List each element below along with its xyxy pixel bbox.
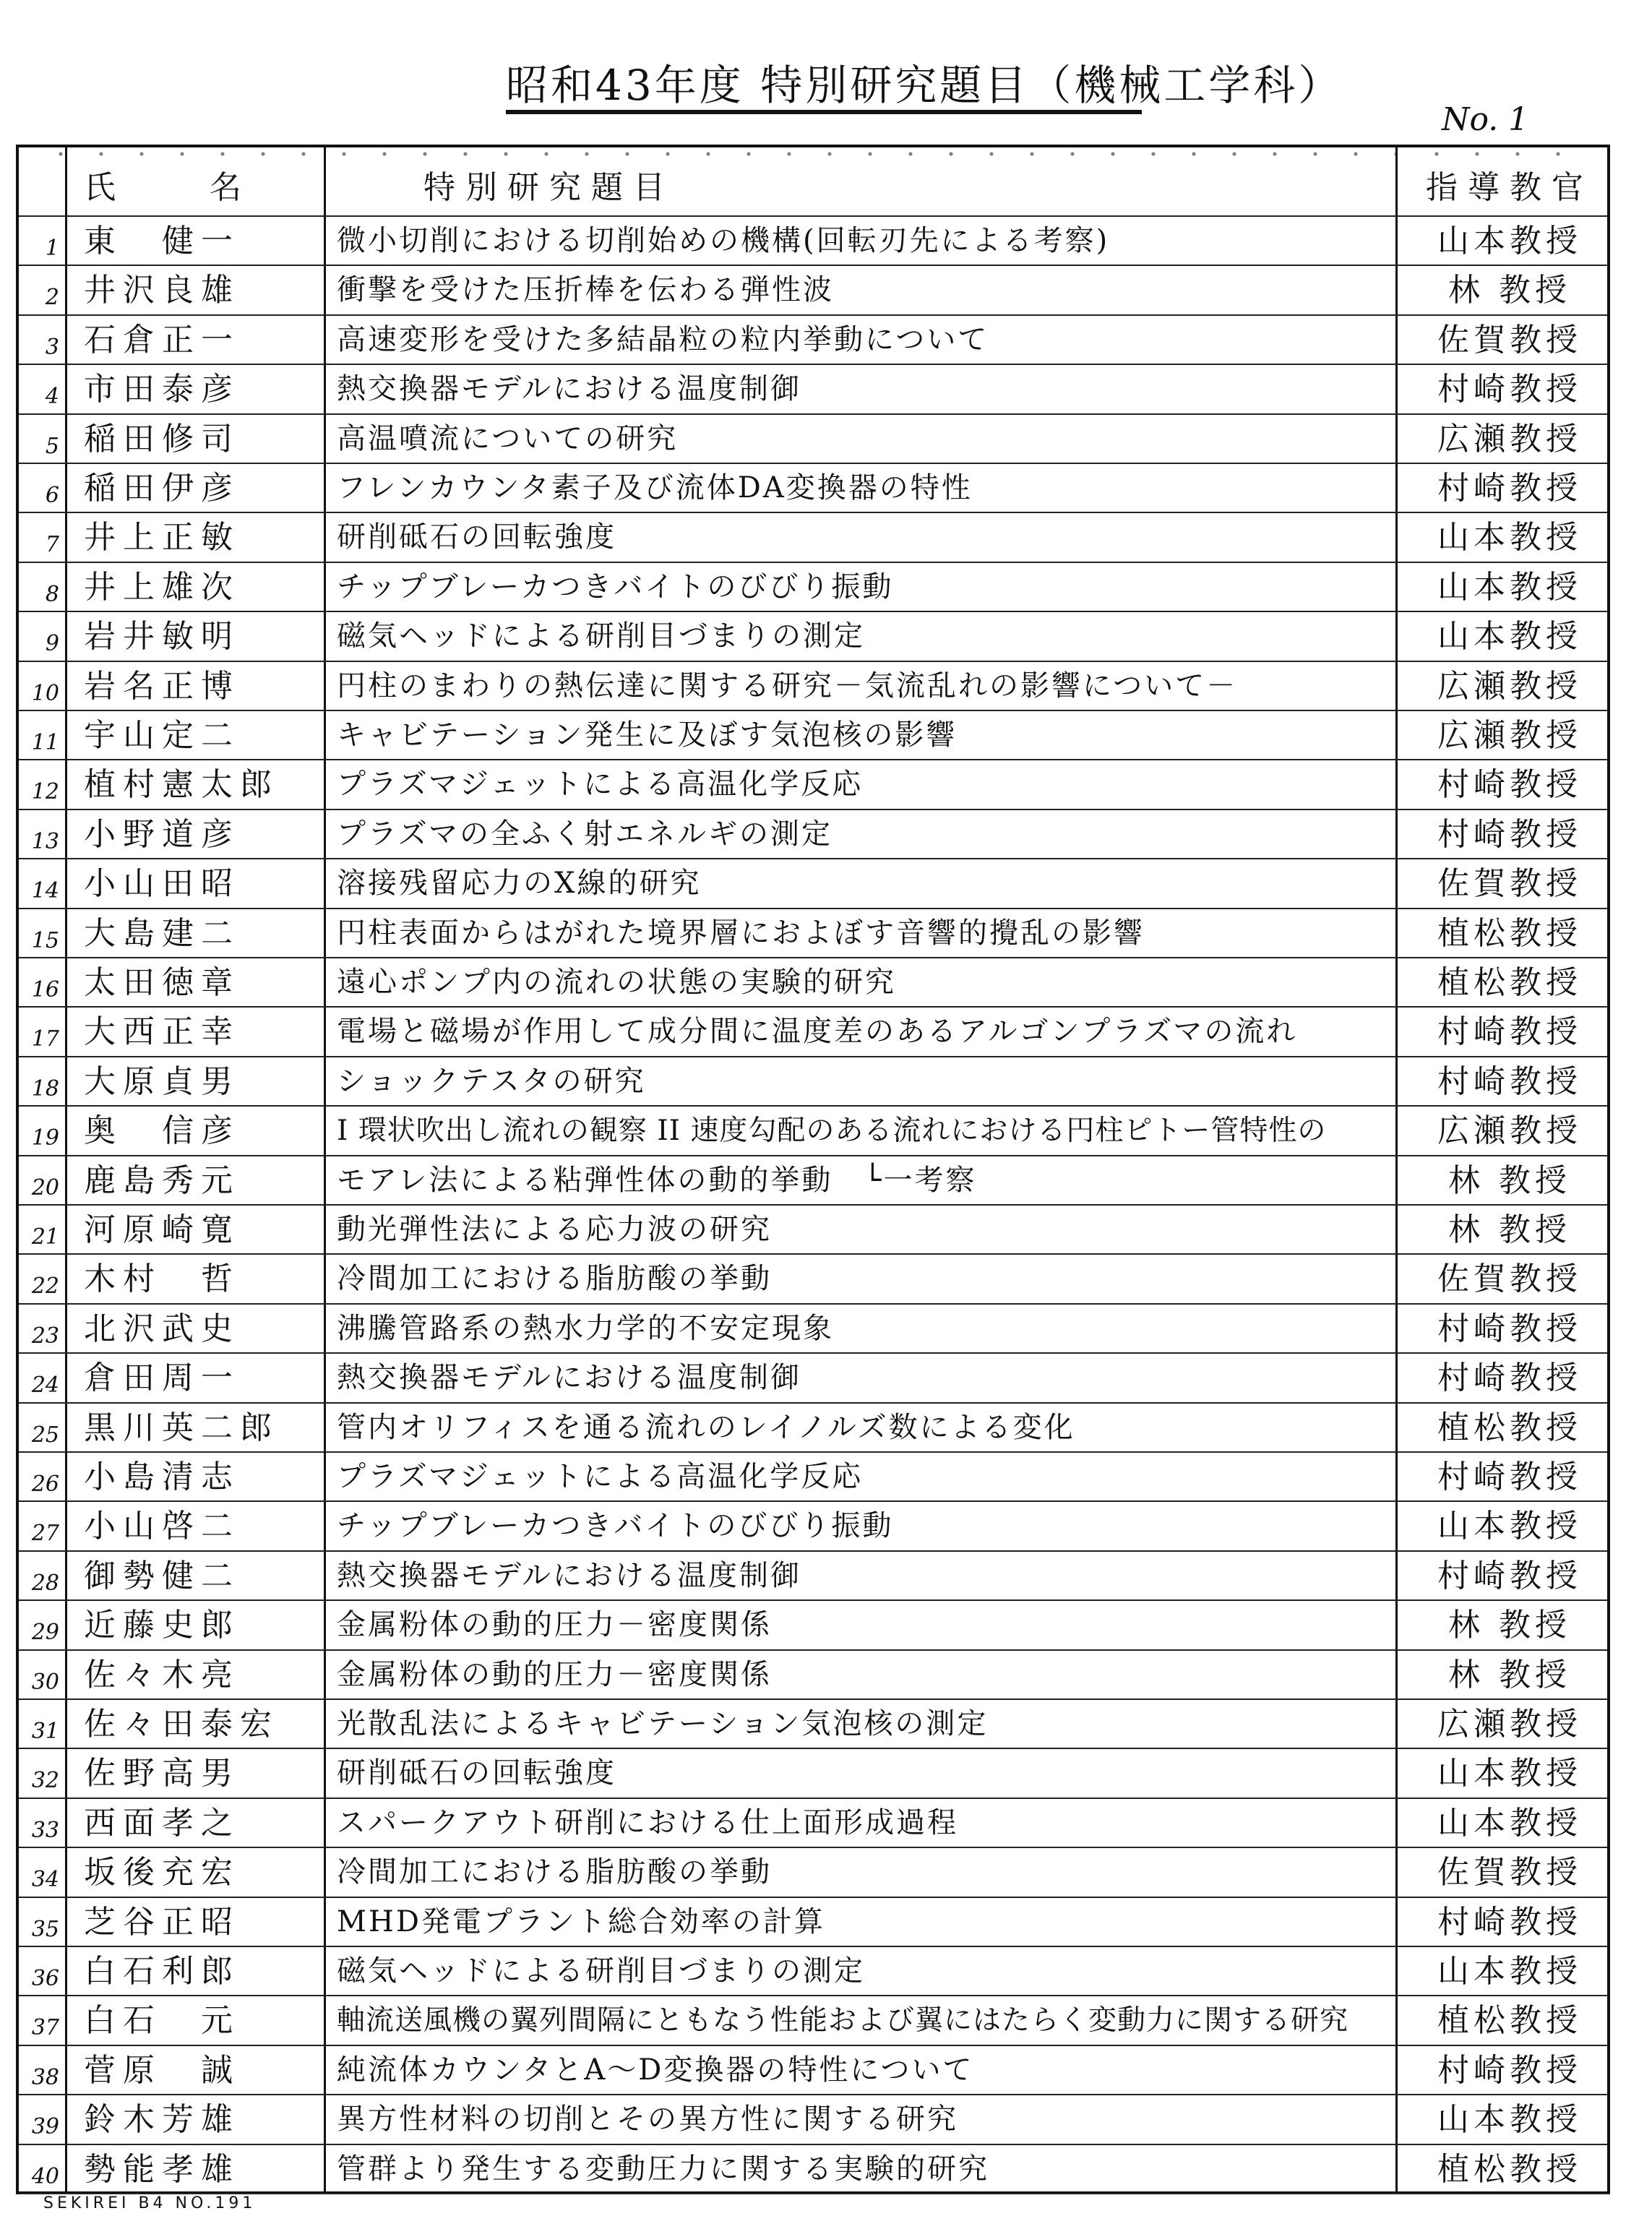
advisor-name: 村崎教授	[1437, 815, 1582, 853]
row-number: 29	[31, 1620, 59, 1646]
research-topic: 研削砥石の回転強度	[337, 1756, 616, 1790]
advisor-name: 植松教授	[1437, 964, 1582, 1001]
row-number: 35	[31, 1916, 59, 1942]
table-row	[19, 662, 1607, 711]
table-row	[19, 1848, 1607, 1897]
table-row	[19, 1404, 1607, 1453]
research-topic: MHD発電プラント総合効率の計算	[337, 1904, 825, 1938]
table-row	[19, 1156, 1607, 1206]
row-number: 25	[31, 1422, 59, 1448]
advisor-name: 植松教授	[1437, 2002, 1582, 2040]
advisor-name: 佐賀教授	[1437, 865, 1582, 903]
table-row	[19, 316, 1607, 365]
row-number: 10	[31, 680, 59, 706]
advisor-name: 山本教授	[1437, 1755, 1582, 1792]
table-row	[19, 1749, 1607, 1798]
research-topic: 電場と磁場が作用して成分間に温度差のあるアルゴンプラズマの流れ	[337, 1015, 1298, 1049]
advisor-name: 広瀬教授	[1437, 1706, 1582, 1743]
research-topic: 遠心ポンプ内の流れの状態の実験的研究	[337, 966, 896, 999]
research-topic: フレンカウンタ素子及び流体DA変換器の特性	[337, 471, 973, 504]
research-topic: 冷間加工における脂肪酸の挙動	[337, 1262, 772, 1296]
student-name: 倉田周一	[84, 1360, 240, 1397]
student-name: 近藤史郎	[84, 1607, 240, 1644]
research-topic: 動光弾性法による応力波の研究	[337, 1213, 772, 1246]
research-topic: 熱交換器モデルにおける温度制御	[337, 1558, 801, 1592]
table-row	[19, 217, 1607, 266]
student-name: 東 健一	[84, 223, 240, 259]
research-topic: チップブレーカつきバイトのびびり振動	[337, 570, 894, 604]
advisor-name: 広瀬教授	[1437, 667, 1582, 705]
header-name: 氏 名	[84, 169, 251, 206]
student-name: 大島建二	[84, 914, 240, 952]
student-name: 宇山定二	[84, 717, 240, 754]
table-row	[19, 1700, 1607, 1749]
row-number: 36	[31, 1966, 59, 1991]
table-row	[19, 1354, 1607, 1403]
row-number: 37	[31, 2015, 59, 2041]
advisor-name: 林 教授	[1448, 1161, 1571, 1199]
research-topic: 光散乱法によるキャビテーション気泡核の測定	[337, 1707, 989, 1740]
advisor-name: 植松教授	[1437, 914, 1582, 952]
advisor-name: 佐賀教授	[1437, 1261, 1582, 1298]
advisor-name: 村崎教授	[1437, 766, 1582, 804]
student-name: 岩井敏明	[84, 618, 240, 656]
row-number: 13	[31, 828, 59, 854]
student-name: 西面孝之	[84, 1804, 240, 1842]
row-number: 32	[31, 1768, 59, 1794]
student-name: 小島清志	[84, 1459, 240, 1495]
advisor-name: 山本教授	[1437, 1508, 1582, 1545]
row-number: 30	[31, 1669, 59, 1695]
research-topic: 研削砥石の回転強度	[337, 520, 616, 554]
header-topic: 特別研究題目	[423, 169, 675, 206]
advisor-name: 山本教授	[1437, 568, 1582, 606]
row-number: 34	[31, 1867, 59, 1893]
student-name: 白石 元	[84, 2002, 240, 2040]
student-name: 小山啓二	[84, 1508, 240, 1545]
research-topic: I 環状吹出し流れの観察 II 速度勾配のある流れにおける円柱ピトー管特性の	[337, 1115, 1327, 1148]
row-number: 21	[31, 1224, 59, 1250]
table-row	[19, 1552, 1607, 1601]
research-topic: モアレ法による粘弾性体の動的挙動 └一考察	[337, 1163, 977, 1197]
research-topic: 沸騰管路系の熱水力学的不安定現象	[337, 1311, 834, 1345]
research-topic: プラズマの全ふく射エネルギの測定	[337, 817, 833, 851]
table-row	[19, 464, 1607, 513]
research-topic: 金属粉体の動的圧力－密度関係	[337, 1657, 772, 1691]
table-row	[19, 1898, 1607, 1947]
student-name: 佐々田泰宏	[84, 1706, 279, 1743]
research-topic: 金属粉体の動的圧力－密度関係	[337, 1608, 772, 1642]
advisor-name: 広瀬教授	[1437, 420, 1582, 458]
table-row	[19, 711, 1607, 760]
advisor-name: 村崎教授	[1437, 470, 1582, 507]
table-row	[19, 513, 1607, 562]
student-name: 北沢武史	[84, 1310, 240, 1347]
research-topic: 微小切削における切削始めの機構(回転刃先による考察)	[337, 224, 1110, 257]
research-topic: 熱交換器モデルにおける温度制御	[337, 1361, 801, 1395]
research-topic: 高温噴流についての研究	[337, 421, 679, 455]
student-name: 鈴木芳雄	[84, 2101, 240, 2139]
table-row	[19, 1996, 1607, 2045]
table-row	[19, 1107, 1607, 1156]
advisor-name: 村崎教授	[1437, 2051, 1582, 2089]
advisor-name: 山本教授	[1437, 1804, 1582, 1842]
table-row	[19, 1799, 1607, 1848]
research-topics-table	[16, 145, 1610, 2194]
advisor-name: 村崎教授	[1437, 1062, 1582, 1100]
research-topic: 熱交換器モデルにおける温度制御	[337, 372, 801, 406]
research-topic: 純流体カウンタとA～D変換器の特性について	[337, 2053, 974, 2087]
student-name: 佐野高男	[84, 1755, 240, 1792]
student-name: 石倉正一	[84, 321, 240, 358]
row-number: 5	[45, 433, 59, 459]
advisor-name: 林 教授	[1448, 272, 1571, 309]
research-topic: 異方性材料の切削とその異方性に関する研究	[337, 2103, 958, 2136]
table-row	[19, 563, 1607, 612]
advisor-name: 村崎教授	[1437, 1459, 1582, 1495]
research-topic: プラズマジェットによる高温化学反応	[337, 768, 864, 802]
student-name: 大西正幸	[84, 1013, 240, 1051]
advisor-name: 林 教授	[1448, 1607, 1571, 1644]
table-row	[19, 1206, 1607, 1255]
advisor-name: 植松教授	[1437, 1409, 1582, 1446]
student-name: 芝谷正昭	[84, 1903, 240, 1941]
row-number: 6	[45, 483, 59, 508]
table-row	[19, 415, 1607, 464]
research-topic: 高速変形を受けた多結晶粒の粒内挙動について	[337, 322, 989, 356]
table-row	[19, 810, 1607, 859]
student-name: 白石利郎	[84, 1953, 240, 1990]
row-number: 14	[31, 878, 59, 904]
title-underline	[506, 110, 1142, 114]
advisor-name: 山本教授	[1437, 519, 1582, 557]
advisor-name: 村崎教授	[1437, 1013, 1582, 1051]
advisor-name: 佐賀教授	[1437, 321, 1582, 358]
row-number: 19	[31, 1125, 59, 1151]
row-number: 15	[31, 927, 59, 953]
row-number: 33	[31, 1817, 59, 1843]
research-topic: 溶接残留応力のX線的研究	[337, 867, 702, 901]
research-topic: チップブレーカつきバイトのびびり振動	[337, 1509, 894, 1543]
table-row	[19, 365, 1607, 414]
table-row	[19, 2095, 1607, 2144]
row-number: 9	[45, 631, 59, 657]
student-name: 黒川英二郎	[84, 1409, 279, 1446]
table-row	[19, 760, 1607, 809]
student-name: 勢能孝雄	[84, 2150, 240, 2188]
table-row	[19, 1057, 1607, 1107]
row-number: 11	[31, 730, 59, 755]
student-name: 菅原 誠	[84, 2051, 240, 2089]
table-row	[19, 266, 1607, 315]
row-number: 22	[31, 1274, 59, 1300]
advisor-name: 林 教授	[1448, 1656, 1571, 1693]
student-name: 稲田修司	[84, 420, 240, 458]
row-number: 18	[31, 1075, 59, 1101]
row-number: 12	[31, 779, 59, 805]
student-name: 河原崎寛	[84, 1211, 240, 1248]
table-row	[19, 1008, 1607, 1057]
row-number: 27	[31, 1521, 59, 1547]
table-row	[19, 1453, 1607, 1502]
research-topic: 衝撃を受けた压折棒を伝わる弾性波	[337, 273, 834, 307]
research-topic: 磁気ヘッドによる研削目づまりの測定	[337, 1954, 865, 1988]
advisor-name: 村崎教授	[1437, 371, 1582, 408]
row-number: 8	[45, 581, 59, 607]
advisor-name: 村崎教授	[1437, 1557, 1582, 1594]
row-number: 26	[31, 1472, 59, 1497]
row-number: 1	[45, 236, 59, 261]
row-number: 4	[45, 384, 59, 410]
row-number: 39	[31, 2114, 59, 2140]
student-name: 佐々木亮	[84, 1656, 240, 1693]
advisor-name: 山本教授	[1437, 2101, 1582, 2139]
student-name: 大原貞男	[84, 1062, 240, 1100]
advisor-name: 山本教授	[1437, 223, 1582, 259]
research-topic: 磁気ヘッドによる研削目づまりの測定	[337, 619, 865, 653]
advisor-name: 広瀬教授	[1437, 1112, 1582, 1150]
research-topic: 管内オリフィスを通る流れのレイノルズ数による変化	[337, 1410, 1075, 1444]
research-topic: キャビテーション発生に及ぼす気泡核の影響	[337, 718, 958, 752]
advisor-name: 村崎教授	[1437, 1310, 1582, 1347]
table-row	[19, 612, 1607, 661]
row-number: 16	[31, 977, 59, 1002]
advisor-name: 村崎教授	[1437, 1903, 1582, 1941]
research-topic: 軸流送風機の翼列間隔にともなう性能および翼にはたらく変動力に関する研究	[337, 2004, 1349, 2037]
advisor-name: 山本教授	[1437, 1953, 1582, 1990]
student-name: 小山田昭	[84, 865, 240, 903]
student-name: 坂後充宏	[84, 1854, 240, 1891]
research-topic: 管群より発生する変動圧力に関する実験的研究	[337, 2152, 989, 2186]
table-row	[19, 958, 1607, 1008]
row-number: 23	[31, 1323, 59, 1349]
table-row	[19, 1947, 1607, 1996]
student-name: 奥 信彦	[84, 1112, 240, 1150]
research-topic: 円柱のまわりの熱伝達に関する研究－気流乱れの影響について－	[337, 669, 1238, 703]
table-row	[19, 1502, 1607, 1551]
table-row	[19, 1255, 1607, 1304]
research-topic: スパークアウト研削における仕上面形成過程	[337, 1805, 958, 1839]
advisor-name: 林 教授	[1448, 1211, 1571, 1248]
student-name: 植村憲太郎	[84, 766, 279, 804]
table-row	[19, 2145, 1607, 2194]
row-number: 7	[45, 532, 59, 558]
student-name: 御勢健二	[84, 1557, 240, 1594]
student-name: 稲田伊彦	[84, 470, 240, 507]
paper-footer: SEKIREI B4 NO.191	[43, 2194, 257, 2212]
row-number: 20	[31, 1174, 59, 1201]
research-topic: 円柱表面からはがれた境界層におよぼす音響的攪乱の影響	[337, 916, 1145, 950]
research-topic: 冷間加工における脂肪酸の挙動	[337, 1855, 772, 1889]
table-row	[19, 859, 1607, 909]
table-header-row	[19, 160, 1607, 217]
student-name: 小野道彦	[84, 815, 240, 853]
row-number: 3	[45, 334, 59, 360]
student-name: 太田徳章	[84, 964, 240, 1001]
row-number: 40	[31, 2163, 59, 2189]
research-topic: ショックテスタの研究	[337, 1064, 646, 1098]
table-row	[19, 909, 1607, 958]
row-number: 38	[31, 2064, 59, 2090]
research-topic: プラズマジェットによる高温化学反応	[337, 1460, 864, 1493]
table-row	[19, 1601, 1607, 1650]
student-name: 岩名正博	[84, 667, 240, 705]
student-name: 井上雄次	[84, 568, 240, 606]
dotted-margin	[40, 152, 1594, 156]
table-row	[19, 2046, 1607, 2095]
row-number: 28	[31, 1570, 59, 1596]
advisor-name: 村崎教授	[1437, 1360, 1582, 1397]
header-advisor: 指導教官	[1426, 169, 1593, 206]
table-row	[19, 1305, 1607, 1354]
student-name: 井沢良雄	[84, 272, 240, 309]
advisor-name: 広瀬教授	[1437, 717, 1582, 754]
advisor-name: 植松教授	[1437, 2150, 1582, 2188]
row-number: 2	[45, 285, 59, 311]
advisor-name: 山本教授	[1437, 618, 1582, 656]
row-number: 17	[31, 1026, 59, 1052]
row-number: 24	[31, 1373, 59, 1399]
advisor-name: 佐賀教授	[1437, 1854, 1582, 1891]
student-name: 市田泰彦	[84, 371, 240, 408]
document-title: 昭和43年度 特別研究題目（機械工学科）	[506, 61, 1343, 110]
student-name: 井上正敏	[84, 519, 240, 557]
student-name: 木村 哲	[84, 1261, 240, 1298]
table-row	[19, 1651, 1607, 1700]
student-name: 鹿島秀元	[84, 1161, 240, 1199]
page-number: No. 1	[1442, 101, 1529, 138]
row-number: 31	[31, 1719, 59, 1744]
